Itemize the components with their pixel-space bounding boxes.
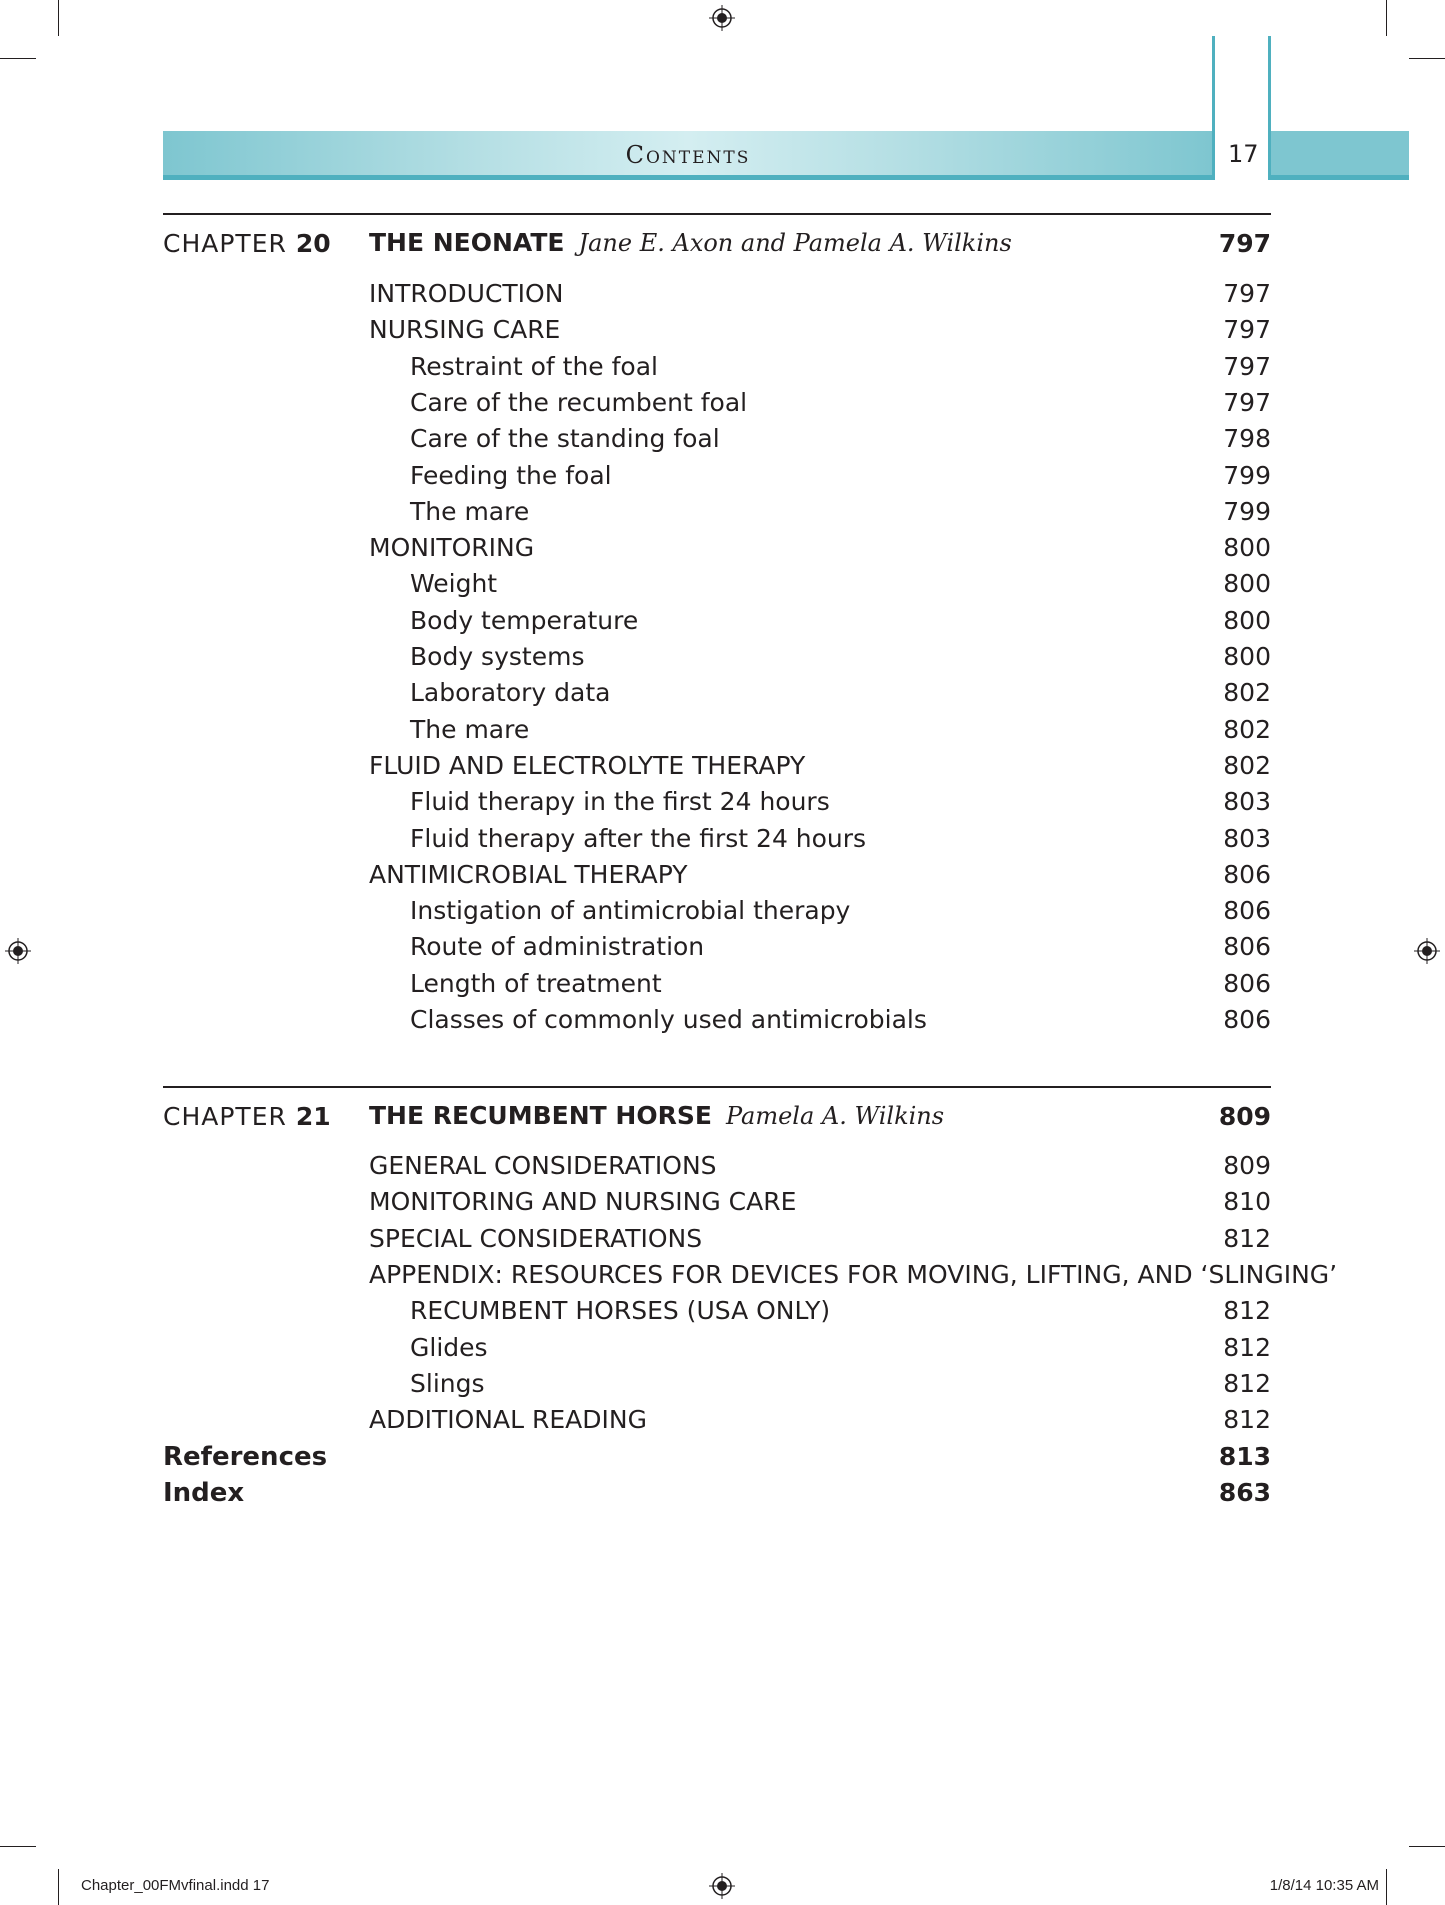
- toc-page-number: 812: [1223, 1368, 1271, 1398]
- toc-entry-index[interactable]: Index: [163, 1478, 245, 1508]
- chapter-rule: [163, 1086, 1271, 1088]
- registration-mark-icon: [709, 5, 735, 31]
- chapter-page: 797: [1218, 229, 1271, 258]
- toc-page-number: 797: [1223, 315, 1271, 345]
- chapter-authors: Jane E. Axon and Pamela A. Wilkins: [578, 229, 1012, 257]
- toc-entry[interactable]: Care of the standing foal: [410, 424, 720, 454]
- toc-entry[interactable]: Care of the recumbent foal: [410, 387, 748, 417]
- chapter-title[interactable]: [369, 228, 1012, 257]
- toc-page-number: 806: [1223, 859, 1271, 889]
- toc-page-number: 810: [1223, 1187, 1271, 1217]
- toc-entry[interactable]: The mare: [410, 496, 530, 526]
- crop-mark: [58, 0, 59, 36]
- crop-mark: [1386, 1869, 1387, 1905]
- toc-page-number: 800: [1223, 605, 1271, 635]
- toc-entry[interactable]: Fluid therapy after the first 24 hours: [410, 823, 867, 853]
- chapter-title-text: THE RECUMBENT HORSE: [369, 1101, 712, 1130]
- toc-entry[interactable]: SPECIAL CONSIDERATIONS: [369, 1223, 703, 1253]
- crop-mark: [0, 58, 36, 59]
- toc-page-number: 812: [1223, 1296, 1271, 1326]
- chapter-title-text: THE NEONATE: [369, 228, 565, 257]
- toc-entry[interactable]: Body temperature: [410, 605, 639, 635]
- toc-entry[interactable]: FLUID AND ELECTROLYTE THERAPY: [369, 750, 806, 780]
- folio-band: [1271, 131, 1409, 177]
- toc-page-number: 797: [1223, 387, 1271, 417]
- slug-datetime: 1/8/14 10:35 AM: [1269, 1877, 1379, 1894]
- toc-entry[interactable]: RECUMBENT HORSES (USA ONLY): [410, 1296, 831, 1326]
- chapter-label: [163, 1102, 331, 1131]
- toc-entry[interactable]: Laboratory data: [410, 678, 611, 708]
- crop-mark: [1409, 1846, 1445, 1847]
- toc-page-index: 863: [1218, 1478, 1271, 1507]
- toc-entry[interactable]: Instigation of antimicrobial therapy: [410, 896, 851, 926]
- registration-mark-icon: [5, 938, 31, 964]
- toc-page-number: 799: [1223, 460, 1271, 490]
- toc-page-number: 806: [1223, 932, 1271, 962]
- toc-page-number: 802: [1223, 714, 1271, 744]
- toc-page-references: 813: [1218, 1442, 1271, 1471]
- registration-mark-icon: [709, 1873, 735, 1899]
- crop-mark: [0, 1846, 36, 1847]
- page-number: 17: [1228, 140, 1259, 168]
- toc-entry[interactable]: APPENDIX: RESOURCES FOR DEVICES FOR MOVING, LIFTING, AND ‘SLINGING’: [369, 1259, 1338, 1289]
- toc-entry[interactable]: Weight: [410, 569, 498, 599]
- toc-page-number: 797: [1223, 351, 1271, 381]
- slug-file: Chapter_00FMvfinal.indd 17: [81, 1877, 270, 1894]
- toc-page-number: 800: [1223, 533, 1271, 563]
- toc-entry[interactable]: INTRODUCTION: [369, 279, 564, 308]
- crop-mark: [1409, 58, 1445, 59]
- toc-page-number: 799: [1223, 496, 1271, 526]
- header-band-underline: [163, 175, 1213, 180]
- toc-entry[interactable]: MONITORING AND NURSING CARE: [369, 1187, 797, 1217]
- toc-entry[interactable]: Restraint of the foal: [410, 351, 658, 381]
- toc-page-number: 806: [1223, 968, 1271, 998]
- registration-mark-icon: [1414, 938, 1440, 964]
- chapter-label: [163, 229, 331, 258]
- toc-page-number: 800: [1223, 569, 1271, 599]
- toc-entry[interactable]: Route of administration: [410, 932, 705, 962]
- toc-page-number: 803: [1223, 823, 1271, 853]
- toc-entry[interactable]: Glides: [410, 1332, 488, 1362]
- toc-entry[interactable]: Slings: [410, 1368, 485, 1398]
- folio-divider: [1268, 36, 1271, 180]
- toc-entry[interactable]: The mare: [410, 714, 530, 744]
- toc-entry[interactable]: Fluid therapy in the first 24 hours: [410, 787, 830, 817]
- toc-page-number: 803: [1223, 787, 1271, 817]
- toc-entry[interactable]: ADDITIONAL READING: [369, 1405, 647, 1435]
- toc-entry[interactable]: ANTIMICROBIAL THERAPY: [369, 859, 688, 889]
- toc-entry-references[interactable]: References: [163, 1442, 328, 1472]
- crop-mark: [58, 1869, 59, 1905]
- folio-band-underline: [1271, 175, 1409, 180]
- chapter-title[interactable]: [369, 1101, 944, 1130]
- toc-page-number: 797: [1223, 279, 1271, 308]
- toc-entry[interactable]: Length of treatment: [410, 968, 662, 998]
- chapter-rule: [163, 213, 1271, 215]
- toc-page-number: 809: [1223, 1151, 1271, 1180]
- toc-page-number: 802: [1223, 750, 1271, 780]
- chapter-number: 21: [295, 1102, 331, 1131]
- toc-page-number: 802: [1223, 678, 1271, 708]
- toc-page-number: 806: [1223, 896, 1271, 926]
- chapter-number: 20: [295, 229, 331, 258]
- toc-entry[interactable]: Classes of commonly used antimicrobials: [410, 1005, 927, 1034]
- chapter-authors: Pamela A. Wilkins: [725, 1102, 945, 1130]
- chapter-word: CHAPTER: [163, 1102, 287, 1131]
- toc-entry[interactable]: GENERAL CONSIDERATIONS: [369, 1151, 717, 1180]
- chapter-word: CHAPTER: [163, 229, 287, 258]
- crop-mark: [1386, 0, 1387, 36]
- toc-page-number: 812: [1223, 1223, 1271, 1253]
- toc-page-number: 798: [1223, 424, 1271, 454]
- toc-page-number: 812: [1223, 1405, 1271, 1435]
- toc-page-number: 806: [1223, 1005, 1271, 1034]
- toc-page-number: 812: [1223, 1332, 1271, 1362]
- toc-entry[interactable]: NURSING CARE: [369, 315, 561, 345]
- toc-page-number: 800: [1223, 642, 1271, 671]
- toc-entry[interactable]: MONITORING: [369, 533, 535, 563]
- chapter-page: 809: [1218, 1102, 1271, 1131]
- running-title: Contents: [625, 141, 751, 169]
- toc-entry[interactable]: Feeding the foal: [410, 460, 612, 490]
- toc-entry[interactable]: Body systems: [410, 642, 585, 671]
